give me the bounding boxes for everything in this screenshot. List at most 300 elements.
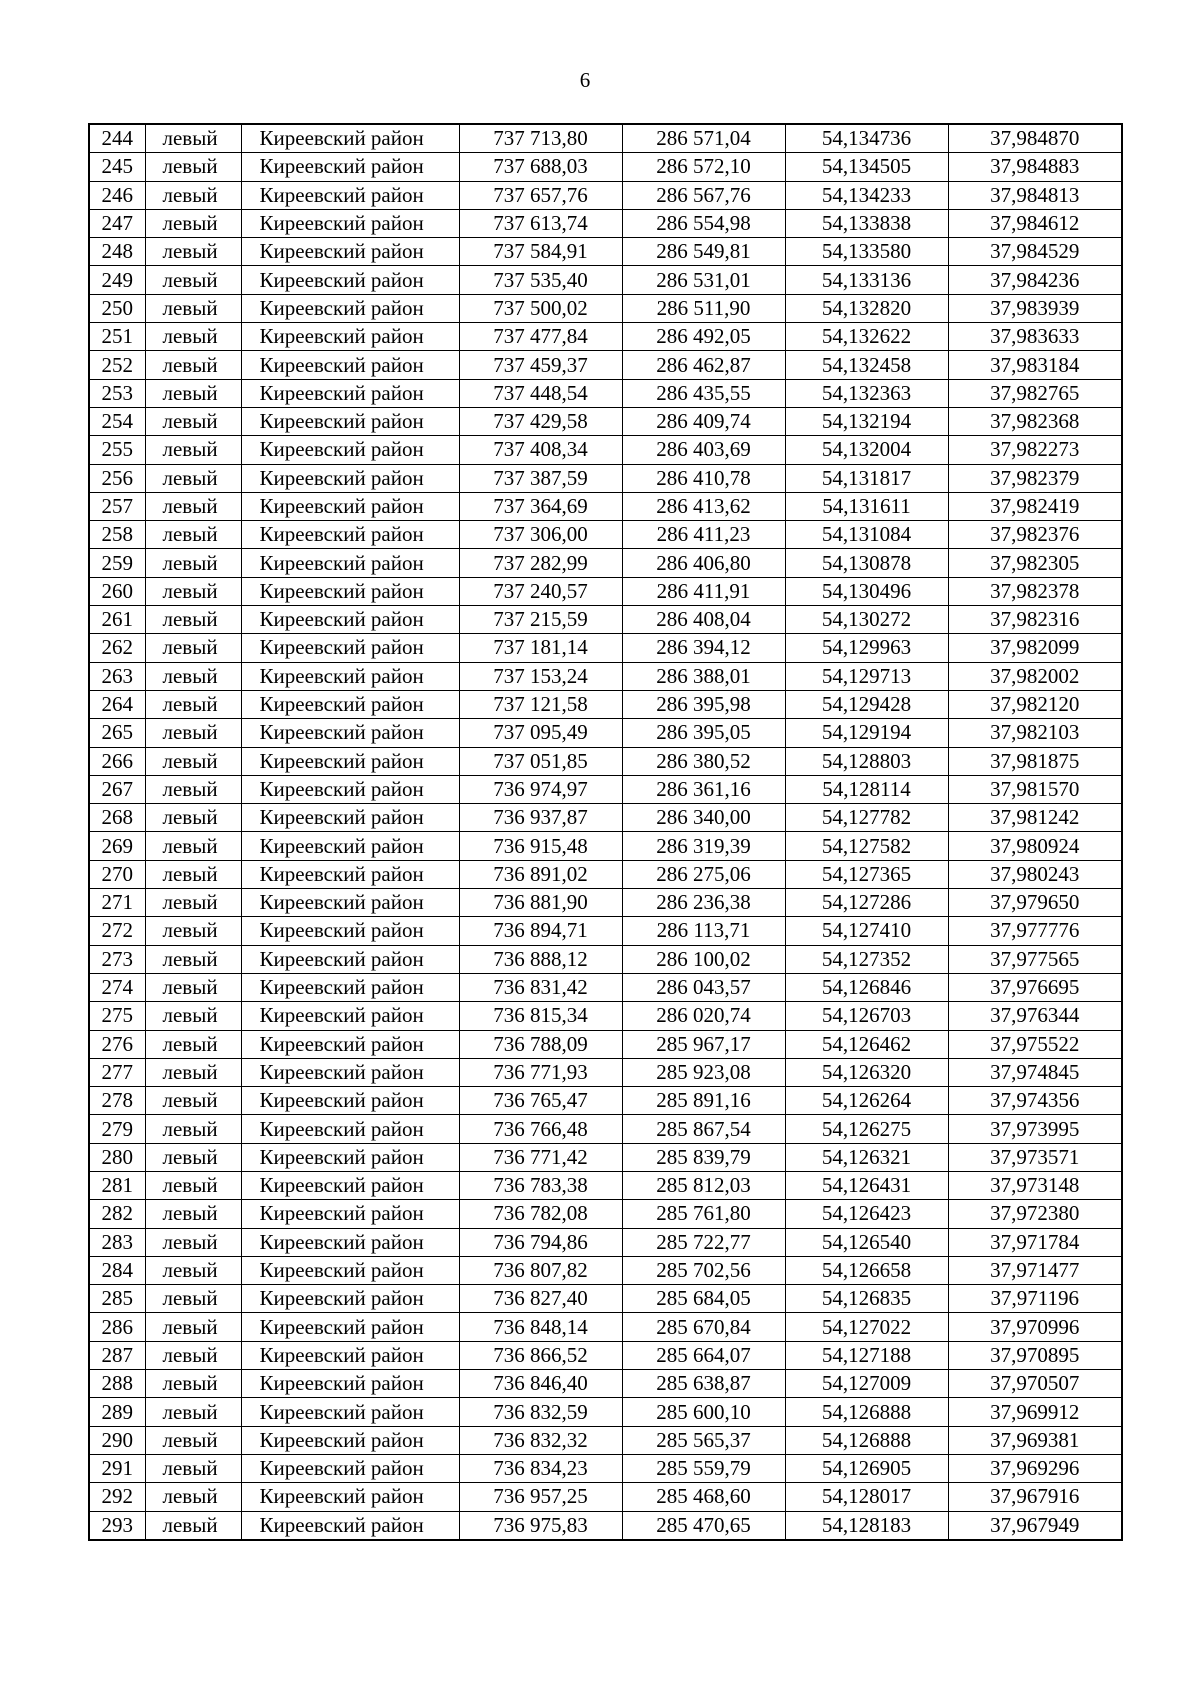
bank-side-cell: левый bbox=[145, 917, 241, 945]
bank-side-cell: левый bbox=[145, 1511, 241, 1540]
coord-x-cell: 737 535,40 bbox=[459, 266, 622, 294]
district-cell: Киреевский район bbox=[241, 804, 459, 832]
coord-y-cell: 286 319,39 bbox=[622, 832, 785, 860]
point-number-cell: 270 bbox=[89, 860, 145, 888]
coord-x-cell: 737 584,91 bbox=[459, 238, 622, 266]
point-number-cell: 274 bbox=[89, 973, 145, 1001]
point-number-cell: 263 bbox=[89, 662, 145, 690]
point-number-cell: 255 bbox=[89, 436, 145, 464]
coord-x-cell: 736 832,32 bbox=[459, 1426, 622, 1454]
district-cell: Киреевский район bbox=[241, 1030, 459, 1058]
district-cell: Киреевский район bbox=[241, 1171, 459, 1199]
coord-x-cell: 736 866,52 bbox=[459, 1341, 622, 1369]
latitude-cell: 54,128183 bbox=[785, 1511, 948, 1540]
bank-side-cell: левый bbox=[145, 294, 241, 322]
table-row bbox=[89, 804, 1122, 832]
latitude-cell: 54,126835 bbox=[785, 1285, 948, 1313]
coord-x-cell: 736 765,47 bbox=[459, 1087, 622, 1115]
coord-x-cell: 737 240,57 bbox=[459, 577, 622, 605]
coord-y-cell: 286 020,74 bbox=[622, 1002, 785, 1030]
point-number-cell: 262 bbox=[89, 634, 145, 662]
coord-x-cell: 736 771,93 bbox=[459, 1058, 622, 1086]
coord-x-cell: 737 306,00 bbox=[459, 521, 622, 549]
longitude-cell: 37,983939 bbox=[948, 294, 1122, 322]
coord-y-cell: 285 923,08 bbox=[622, 1058, 785, 1086]
table-row bbox=[89, 351, 1122, 379]
longitude-cell: 37,975522 bbox=[948, 1030, 1122, 1058]
latitude-cell: 54,132363 bbox=[785, 379, 948, 407]
bank-side-cell: левый bbox=[145, 1087, 241, 1115]
bank-side-cell: левый bbox=[145, 1200, 241, 1228]
district-cell: Киреевский район bbox=[241, 1511, 459, 1540]
table-row bbox=[89, 945, 1122, 973]
latitude-cell: 54,126888 bbox=[785, 1426, 948, 1454]
coord-y-cell: 286 395,98 bbox=[622, 690, 785, 718]
table-row bbox=[89, 549, 1122, 577]
point-number-cell: 251 bbox=[89, 323, 145, 351]
latitude-cell: 54,133580 bbox=[785, 238, 948, 266]
coord-y-cell: 285 702,56 bbox=[622, 1256, 785, 1284]
longitude-cell: 37,984236 bbox=[948, 266, 1122, 294]
district-cell: Киреевский район bbox=[241, 860, 459, 888]
coord-y-cell: 285 559,79 bbox=[622, 1454, 785, 1482]
district-cell: Киреевский район bbox=[241, 124, 459, 153]
district-cell: Киреевский район bbox=[241, 1398, 459, 1426]
district-cell: Киреевский район bbox=[241, 1426, 459, 1454]
point-number-cell: 258 bbox=[89, 521, 145, 549]
bank-side-cell: левый bbox=[145, 690, 241, 718]
coord-x-cell: 736 848,14 bbox=[459, 1313, 622, 1341]
point-number-cell: 279 bbox=[89, 1115, 145, 1143]
longitude-cell: 37,982099 bbox=[948, 634, 1122, 662]
bank-side-cell: левый bbox=[145, 238, 241, 266]
coord-y-cell: 286 572,10 bbox=[622, 153, 785, 181]
point-number-cell: 293 bbox=[89, 1511, 145, 1540]
table-row bbox=[89, 690, 1122, 718]
latitude-cell: 54,126905 bbox=[785, 1454, 948, 1482]
point-number-cell: 252 bbox=[89, 351, 145, 379]
table-body bbox=[89, 124, 1122, 1540]
latitude-cell: 54,126540 bbox=[785, 1228, 948, 1256]
coord-y-cell: 286 549,81 bbox=[622, 238, 785, 266]
latitude-cell: 54,127782 bbox=[785, 804, 948, 832]
district-cell: Киреевский район bbox=[241, 351, 459, 379]
coord-y-cell: 286 567,76 bbox=[622, 181, 785, 209]
point-number-cell: 273 bbox=[89, 945, 145, 973]
longitude-cell: 37,967916 bbox=[948, 1483, 1122, 1511]
latitude-cell: 54,128017 bbox=[785, 1483, 948, 1511]
table-row bbox=[89, 1256, 1122, 1284]
longitude-cell: 37,970996 bbox=[948, 1313, 1122, 1341]
longitude-cell: 37,969381 bbox=[948, 1426, 1122, 1454]
point-number-cell: 250 bbox=[89, 294, 145, 322]
coord-y-cell: 285 664,07 bbox=[622, 1341, 785, 1369]
longitude-cell: 37,971196 bbox=[948, 1285, 1122, 1313]
table-row bbox=[89, 1030, 1122, 1058]
table-row bbox=[89, 407, 1122, 435]
table-row bbox=[89, 1058, 1122, 1086]
district-cell: Киреевский район bbox=[241, 209, 459, 237]
bank-side-cell: левый bbox=[145, 1370, 241, 1398]
coord-x-cell: 736 794,86 bbox=[459, 1228, 622, 1256]
latitude-cell: 54,132458 bbox=[785, 351, 948, 379]
coord-y-cell: 286 462,87 bbox=[622, 351, 785, 379]
coord-y-cell: 285 812,03 bbox=[622, 1171, 785, 1199]
coord-x-cell: 737 408,34 bbox=[459, 436, 622, 464]
longitude-cell: 37,967949 bbox=[948, 1511, 1122, 1540]
longitude-cell: 37,972380 bbox=[948, 1200, 1122, 1228]
longitude-cell: 37,973148 bbox=[948, 1171, 1122, 1199]
point-number-cell: 281 bbox=[89, 1171, 145, 1199]
bank-side-cell: левый bbox=[145, 209, 241, 237]
latitude-cell: 54,126462 bbox=[785, 1030, 948, 1058]
district-cell: Киреевский район bbox=[241, 1483, 459, 1511]
table-row bbox=[89, 1313, 1122, 1341]
district-cell: Киреевский район bbox=[241, 1454, 459, 1482]
coord-y-cell: 286 571,04 bbox=[622, 124, 785, 153]
longitude-cell: 37,970507 bbox=[948, 1370, 1122, 1398]
longitude-cell: 37,982379 bbox=[948, 464, 1122, 492]
bank-side-cell: левый bbox=[145, 1171, 241, 1199]
point-number-cell: 282 bbox=[89, 1200, 145, 1228]
table-row bbox=[89, 436, 1122, 464]
bank-side-cell: левый bbox=[145, 662, 241, 690]
longitude-cell: 37,973995 bbox=[948, 1115, 1122, 1143]
district-cell: Киреевский район bbox=[241, 662, 459, 690]
latitude-cell: 54,132004 bbox=[785, 436, 948, 464]
point-number-cell: 283 bbox=[89, 1228, 145, 1256]
longitude-cell: 37,969296 bbox=[948, 1454, 1122, 1482]
coord-y-cell: 286 411,23 bbox=[622, 521, 785, 549]
bank-side-cell: левый bbox=[145, 1256, 241, 1284]
point-number-cell: 269 bbox=[89, 832, 145, 860]
coordinates-table bbox=[88, 123, 1123, 1541]
coord-y-cell: 285 600,10 bbox=[622, 1398, 785, 1426]
bank-side-cell: левый bbox=[145, 1228, 241, 1256]
latitude-cell: 54,129428 bbox=[785, 690, 948, 718]
district-cell: Киреевский район bbox=[241, 690, 459, 718]
latitude-cell: 54,127188 bbox=[785, 1341, 948, 1369]
coord-x-cell: 736 937,87 bbox=[459, 804, 622, 832]
bank-side-cell: левый bbox=[145, 1454, 241, 1482]
district-cell: Киреевский район bbox=[241, 917, 459, 945]
coord-x-cell: 736 815,34 bbox=[459, 1002, 622, 1030]
point-number-cell: 260 bbox=[89, 577, 145, 605]
table-row bbox=[89, 973, 1122, 1001]
coord-y-cell: 286 236,38 bbox=[622, 889, 785, 917]
table-row bbox=[89, 1426, 1122, 1454]
table-row bbox=[89, 775, 1122, 803]
table-row bbox=[89, 521, 1122, 549]
district-cell: Киреевский район bbox=[241, 945, 459, 973]
table-row bbox=[89, 889, 1122, 917]
longitude-cell: 37,969912 bbox=[948, 1398, 1122, 1426]
longitude-cell: 37,976344 bbox=[948, 1002, 1122, 1030]
coord-x-cell: 736 881,90 bbox=[459, 889, 622, 917]
coord-y-cell: 286 531,01 bbox=[622, 266, 785, 294]
latitude-cell: 54,126888 bbox=[785, 1398, 948, 1426]
table-row bbox=[89, 1002, 1122, 1030]
coord-y-cell: 285 761,80 bbox=[622, 1200, 785, 1228]
coord-x-cell: 737 713,80 bbox=[459, 124, 622, 153]
district-cell: Киреевский район bbox=[241, 379, 459, 407]
longitude-cell: 37,982378 bbox=[948, 577, 1122, 605]
point-number-cell: 280 bbox=[89, 1143, 145, 1171]
bank-side-cell: левый bbox=[145, 1313, 241, 1341]
coord-x-cell: 737 387,59 bbox=[459, 464, 622, 492]
bank-side-cell: левый bbox=[145, 436, 241, 464]
bank-side-cell: левый bbox=[145, 1426, 241, 1454]
latitude-cell: 54,132194 bbox=[785, 407, 948, 435]
district-cell: Киреевский район bbox=[241, 1058, 459, 1086]
district-cell: Киреевский район bbox=[241, 1087, 459, 1115]
coord-y-cell: 286 113,71 bbox=[622, 917, 785, 945]
table-row bbox=[89, 1171, 1122, 1199]
table-row bbox=[89, 492, 1122, 520]
bank-side-cell: левый bbox=[145, 1341, 241, 1369]
latitude-cell: 54,129713 bbox=[785, 662, 948, 690]
latitude-cell: 54,131817 bbox=[785, 464, 948, 492]
longitude-cell: 37,981242 bbox=[948, 804, 1122, 832]
point-number-cell: 266 bbox=[89, 747, 145, 775]
table-row bbox=[89, 1454, 1122, 1482]
district-cell: Киреевский район bbox=[241, 634, 459, 662]
table-row bbox=[89, 860, 1122, 888]
coord-y-cell: 286 406,80 bbox=[622, 549, 785, 577]
bank-side-cell: левый bbox=[145, 407, 241, 435]
longitude-cell: 37,983633 bbox=[948, 323, 1122, 351]
bank-side-cell: левый bbox=[145, 832, 241, 860]
point-number-cell: 244 bbox=[89, 124, 145, 153]
coord-y-cell: 286 100,02 bbox=[622, 945, 785, 973]
table-row bbox=[89, 634, 1122, 662]
district-cell: Киреевский район bbox=[241, 889, 459, 917]
coord-x-cell: 737 477,84 bbox=[459, 323, 622, 351]
bank-side-cell: левый bbox=[145, 804, 241, 832]
bank-side-cell: левый bbox=[145, 351, 241, 379]
point-number-cell: 268 bbox=[89, 804, 145, 832]
coord-y-cell: 286 361,16 bbox=[622, 775, 785, 803]
bank-side-cell: левый bbox=[145, 577, 241, 605]
coord-x-cell: 737 181,14 bbox=[459, 634, 622, 662]
coord-x-cell: 736 831,42 bbox=[459, 973, 622, 1001]
latitude-cell: 54,130272 bbox=[785, 606, 948, 634]
district-cell: Киреевский район bbox=[241, 323, 459, 351]
district-cell: Киреевский район bbox=[241, 238, 459, 266]
bank-side-cell: левый bbox=[145, 973, 241, 1001]
district-cell: Киреевский район bbox=[241, 181, 459, 209]
latitude-cell: 54,129963 bbox=[785, 634, 948, 662]
longitude-cell: 37,971784 bbox=[948, 1228, 1122, 1256]
table-row bbox=[89, 1143, 1122, 1171]
bank-side-cell: левый bbox=[145, 492, 241, 520]
coord-x-cell: 737 121,58 bbox=[459, 690, 622, 718]
table-row bbox=[89, 1341, 1122, 1369]
coord-y-cell: 285 967,17 bbox=[622, 1030, 785, 1058]
coord-x-cell: 737 282,99 bbox=[459, 549, 622, 577]
point-number-cell: 292 bbox=[89, 1483, 145, 1511]
point-number-cell: 267 bbox=[89, 775, 145, 803]
latitude-cell: 54,128803 bbox=[785, 747, 948, 775]
coord-x-cell: 736 771,42 bbox=[459, 1143, 622, 1171]
latitude-cell: 54,132622 bbox=[785, 323, 948, 351]
coord-y-cell: 286 411,91 bbox=[622, 577, 785, 605]
coord-y-cell: 285 722,77 bbox=[622, 1228, 785, 1256]
latitude-cell: 54,126431 bbox=[785, 1171, 948, 1199]
bank-side-cell: левый bbox=[145, 549, 241, 577]
coord-y-cell: 286 408,04 bbox=[622, 606, 785, 634]
coord-x-cell: 737 095,49 bbox=[459, 719, 622, 747]
latitude-cell: 54,126423 bbox=[785, 1200, 948, 1228]
district-cell: Киреевский район bbox=[241, 1256, 459, 1284]
table-row bbox=[89, 1483, 1122, 1511]
bank-side-cell: левый bbox=[145, 1058, 241, 1086]
table-row bbox=[89, 577, 1122, 605]
district-cell: Киреевский район bbox=[241, 832, 459, 860]
district-cell: Киреевский район bbox=[241, 1115, 459, 1143]
table-row bbox=[89, 917, 1122, 945]
district-cell: Киреевский район bbox=[241, 1370, 459, 1398]
latitude-cell: 54,126264 bbox=[785, 1087, 948, 1115]
coord-y-cell: 286 554,98 bbox=[622, 209, 785, 237]
latitude-cell: 54,127286 bbox=[785, 889, 948, 917]
table-row bbox=[89, 1370, 1122, 1398]
table-row bbox=[89, 747, 1122, 775]
coord-y-cell: 286 380,52 bbox=[622, 747, 785, 775]
coord-x-cell: 737 364,69 bbox=[459, 492, 622, 520]
point-number-cell: 287 bbox=[89, 1341, 145, 1369]
district-cell: Киреевский район bbox=[241, 1313, 459, 1341]
coord-x-cell: 737 215,59 bbox=[459, 606, 622, 634]
latitude-cell: 54,127022 bbox=[785, 1313, 948, 1341]
latitude-cell: 54,126846 bbox=[785, 973, 948, 1001]
longitude-cell: 37,983184 bbox=[948, 351, 1122, 379]
coord-y-cell: 285 839,79 bbox=[622, 1143, 785, 1171]
longitude-cell: 37,981875 bbox=[948, 747, 1122, 775]
longitude-cell: 37,974356 bbox=[948, 1087, 1122, 1115]
district-cell: Киреевский район bbox=[241, 436, 459, 464]
point-number-cell: 261 bbox=[89, 606, 145, 634]
table-row bbox=[89, 181, 1122, 209]
latitude-cell: 54,131084 bbox=[785, 521, 948, 549]
latitude-cell: 54,132820 bbox=[785, 294, 948, 322]
bank-side-cell: левый bbox=[145, 181, 241, 209]
coord-x-cell: 737 051,85 bbox=[459, 747, 622, 775]
district-cell: Киреевский район bbox=[241, 549, 459, 577]
longitude-cell: 37,984870 bbox=[948, 124, 1122, 153]
point-number-cell: 259 bbox=[89, 549, 145, 577]
longitude-cell: 37,982419 bbox=[948, 492, 1122, 520]
table-row bbox=[89, 209, 1122, 237]
coord-x-cell: 736 975,83 bbox=[459, 1511, 622, 1540]
point-number-cell: 264 bbox=[89, 690, 145, 718]
point-number-cell: 284 bbox=[89, 1256, 145, 1284]
district-cell: Киреевский район bbox=[241, 1002, 459, 1030]
page-number: 6 bbox=[579, 68, 591, 92]
point-number-cell: 285 bbox=[89, 1285, 145, 1313]
bank-side-cell: левый bbox=[145, 464, 241, 492]
coord-x-cell: 737 459,37 bbox=[459, 351, 622, 379]
coord-y-cell: 285 638,87 bbox=[622, 1370, 785, 1398]
bank-side-cell: левый bbox=[145, 1143, 241, 1171]
coord-x-cell: 737 153,24 bbox=[459, 662, 622, 690]
longitude-cell: 37,973571 bbox=[948, 1143, 1122, 1171]
point-number-cell: 289 bbox=[89, 1398, 145, 1426]
bank-side-cell: левый bbox=[145, 889, 241, 917]
coord-x-cell: 737 429,58 bbox=[459, 407, 622, 435]
coord-y-cell: 285 684,05 bbox=[622, 1285, 785, 1313]
bank-side-cell: левый bbox=[145, 1398, 241, 1426]
table-row bbox=[89, 662, 1122, 690]
district-cell: Киреевский район bbox=[241, 492, 459, 520]
coord-y-cell: 286 388,01 bbox=[622, 662, 785, 690]
coord-y-cell: 285 891,16 bbox=[622, 1087, 785, 1115]
coord-y-cell: 285 565,37 bbox=[622, 1426, 785, 1454]
longitude-cell: 37,982368 bbox=[948, 407, 1122, 435]
longitude-cell: 37,982305 bbox=[948, 549, 1122, 577]
longitude-cell: 37,984529 bbox=[948, 238, 1122, 266]
point-number-cell: 275 bbox=[89, 1002, 145, 1030]
latitude-cell: 54,126321 bbox=[785, 1143, 948, 1171]
table-row bbox=[89, 1285, 1122, 1313]
district-cell: Киреевский район bbox=[241, 153, 459, 181]
bank-side-cell: левый bbox=[145, 747, 241, 775]
latitude-cell: 54,127352 bbox=[785, 945, 948, 973]
latitude-cell: 54,126275 bbox=[785, 1115, 948, 1143]
point-number-cell: 253 bbox=[89, 379, 145, 407]
table-row bbox=[89, 294, 1122, 322]
coord-y-cell: 286 275,06 bbox=[622, 860, 785, 888]
district-cell: Киреевский район bbox=[241, 606, 459, 634]
coord-y-cell: 286 435,55 bbox=[622, 379, 785, 407]
coord-y-cell: 285 670,84 bbox=[622, 1313, 785, 1341]
longitude-cell: 37,976695 bbox=[948, 973, 1122, 1001]
longitude-cell: 37,982120 bbox=[948, 690, 1122, 718]
point-number-cell: 272 bbox=[89, 917, 145, 945]
point-number-cell: 246 bbox=[89, 181, 145, 209]
longitude-cell: 37,977776 bbox=[948, 917, 1122, 945]
coord-x-cell: 736 957,25 bbox=[459, 1483, 622, 1511]
coord-x-cell: 736 974,97 bbox=[459, 775, 622, 803]
district-cell: Киреевский район bbox=[241, 1285, 459, 1313]
coord-y-cell: 285 468,60 bbox=[622, 1483, 785, 1511]
coord-x-cell: 736 834,23 bbox=[459, 1454, 622, 1482]
point-number-cell: 249 bbox=[89, 266, 145, 294]
point-number-cell: 291 bbox=[89, 1454, 145, 1482]
coord-y-cell: 286 394,12 bbox=[622, 634, 785, 662]
bank-side-cell: левый bbox=[145, 323, 241, 351]
coord-x-cell: 736 832,59 bbox=[459, 1398, 622, 1426]
bank-side-cell: левый bbox=[145, 775, 241, 803]
latitude-cell: 54,127009 bbox=[785, 1370, 948, 1398]
coord-y-cell: 286 409,74 bbox=[622, 407, 785, 435]
longitude-cell: 37,974845 bbox=[948, 1058, 1122, 1086]
coord-x-cell: 736 891,02 bbox=[459, 860, 622, 888]
coord-x-cell: 737 657,76 bbox=[459, 181, 622, 209]
longitude-cell: 37,981570 bbox=[948, 775, 1122, 803]
bank-side-cell: левый bbox=[145, 1483, 241, 1511]
district-cell: Киреевский район bbox=[241, 521, 459, 549]
coord-y-cell: 286 410,78 bbox=[622, 464, 785, 492]
point-number-cell: 276 bbox=[89, 1030, 145, 1058]
latitude-cell: 54,127582 bbox=[785, 832, 948, 860]
district-cell: Киреевский район bbox=[241, 747, 459, 775]
point-number-cell: 248 bbox=[89, 238, 145, 266]
point-number-cell: 254 bbox=[89, 407, 145, 435]
point-number-cell: 278 bbox=[89, 1087, 145, 1115]
longitude-cell: 37,980924 bbox=[948, 832, 1122, 860]
bank-side-cell: левый bbox=[145, 1002, 241, 1030]
